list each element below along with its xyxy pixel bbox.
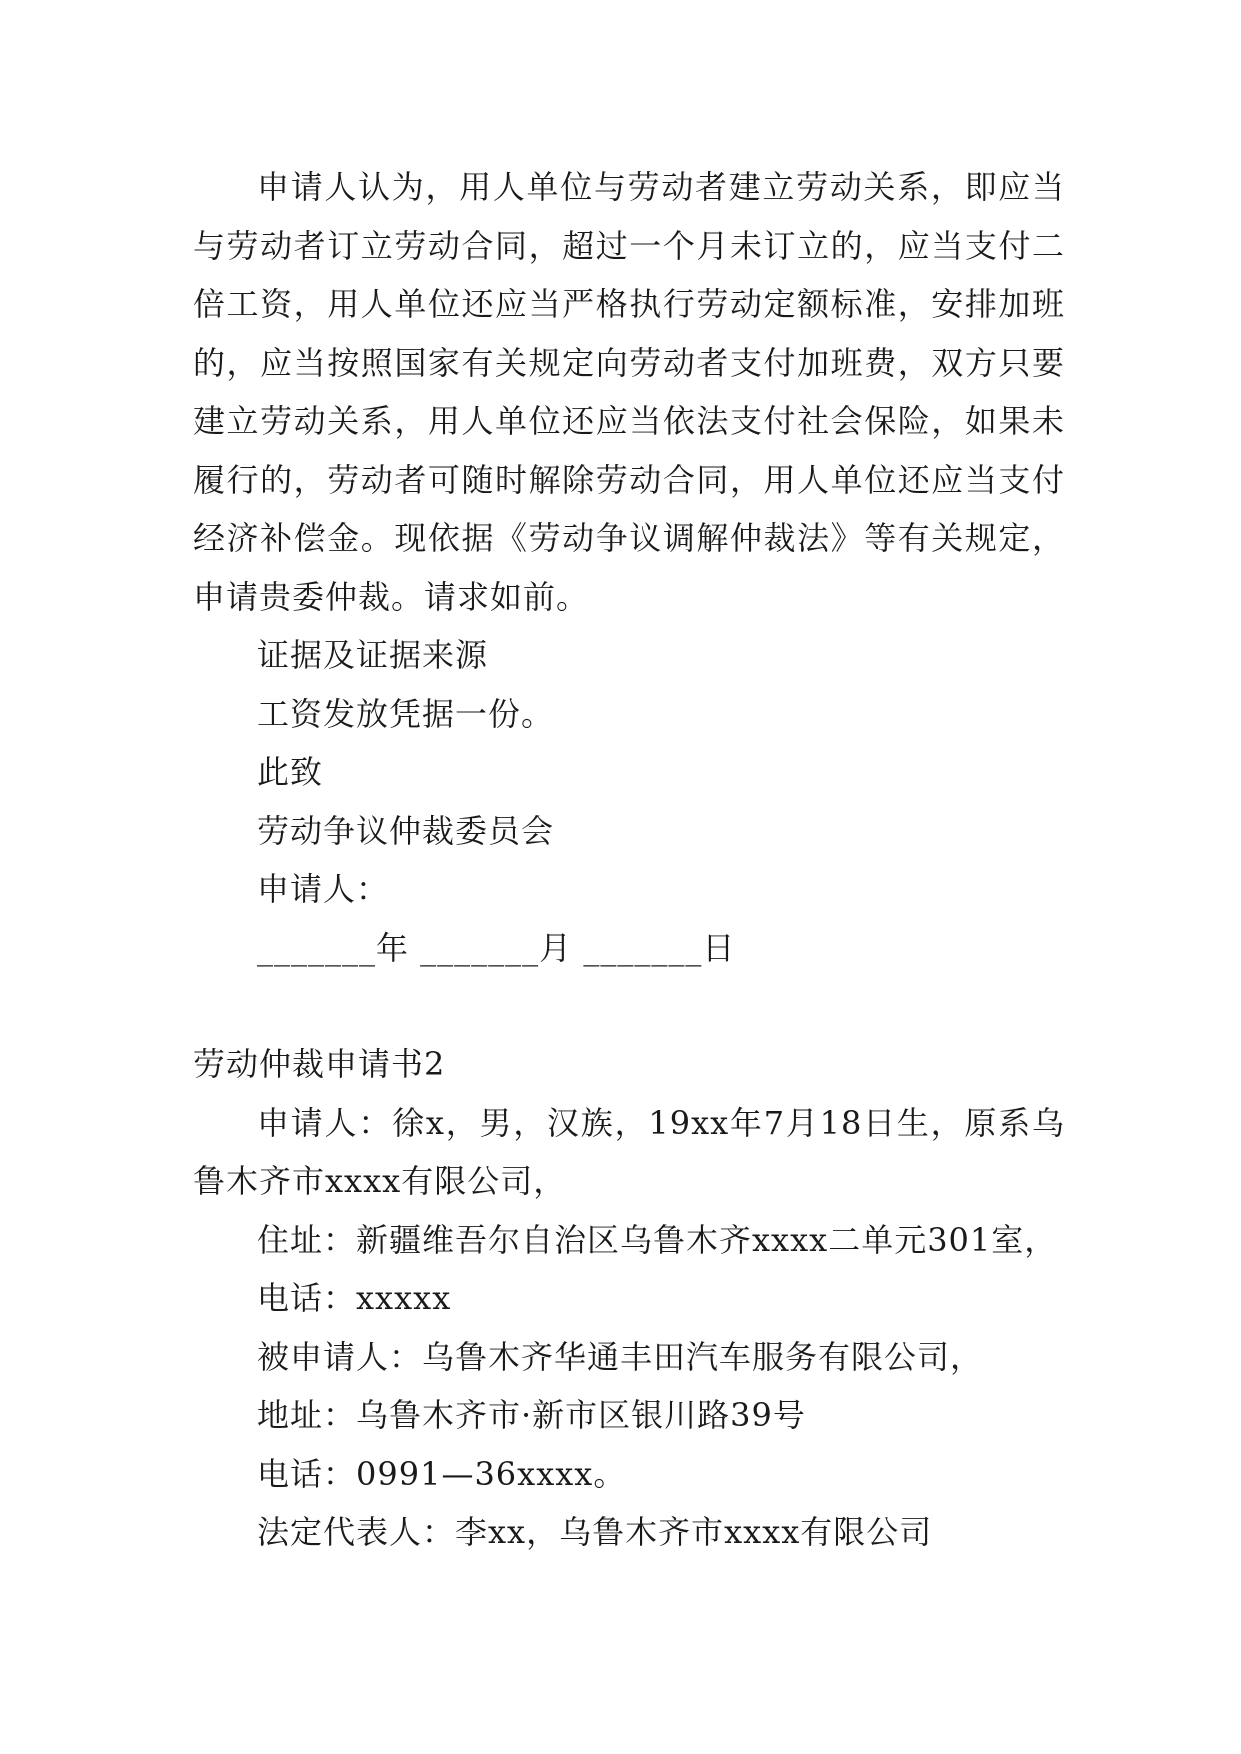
salutation: 此致 xyxy=(257,753,324,791)
claim-paragraph: 申请人认为，用人单位与劳动者建立劳动关系，即应当与劳动者订立劳动合同，超过一个月未订立的，应当支付二倍工资，用人单位还应当严格执行劳动定额标准，安排加班的，应当按照国家有关规定向劳动者支付加班费，双方只要建立劳动关系，用人单位还应当依法支付社会保险，如果未履行的，劳动者可随时解除劳动合同，用人单位还应当支付经济补偿金。现依据《劳动争议调解仲裁法》等有关规定，申请贵委仲裁。请求如前。 xyxy=(193,168,1065,616)
evidence-heading: 证据及证据来源 xyxy=(257,636,489,674)
respondent-phone: 电话：0991—36xxxx。 xyxy=(257,1454,627,1493)
respondent-info: 被申请人：乌鲁木齐华通丰田汽车服务有限公司， xyxy=(257,1337,984,1376)
applicant-phone: 电话：xxxxx xyxy=(257,1279,452,1317)
applicant-signature: 申请人： xyxy=(257,870,390,908)
applicant-address: 住址：新疆维吾尔自治区乌鲁木齐xxxx二单元301室， xyxy=(257,1220,1058,1259)
evidence-item: 工资发放凭据一份。 xyxy=(257,694,555,733)
section-spacer xyxy=(193,977,1065,1035)
applicant-info: 申请人：徐x，男，汉族，19xx年7月18日生，原系乌鲁木齐市xxxx有限公司， xyxy=(193,1103,1065,1200)
date-line: _______年 _______月 _______日 xyxy=(257,928,736,967)
recipient: 劳动争议仲裁委员会 xyxy=(257,811,555,850)
document-page xyxy=(193,158,1065,1562)
section-title: 劳动仲裁申请书2 xyxy=(193,1045,446,1083)
respondent-address: 地址：乌鲁木齐市·新市区银川路39号 xyxy=(257,1396,806,1434)
legal-representative: 法定代表人：李xx，乌鲁木齐市xxxx有限公司 xyxy=(257,1513,933,1551)
